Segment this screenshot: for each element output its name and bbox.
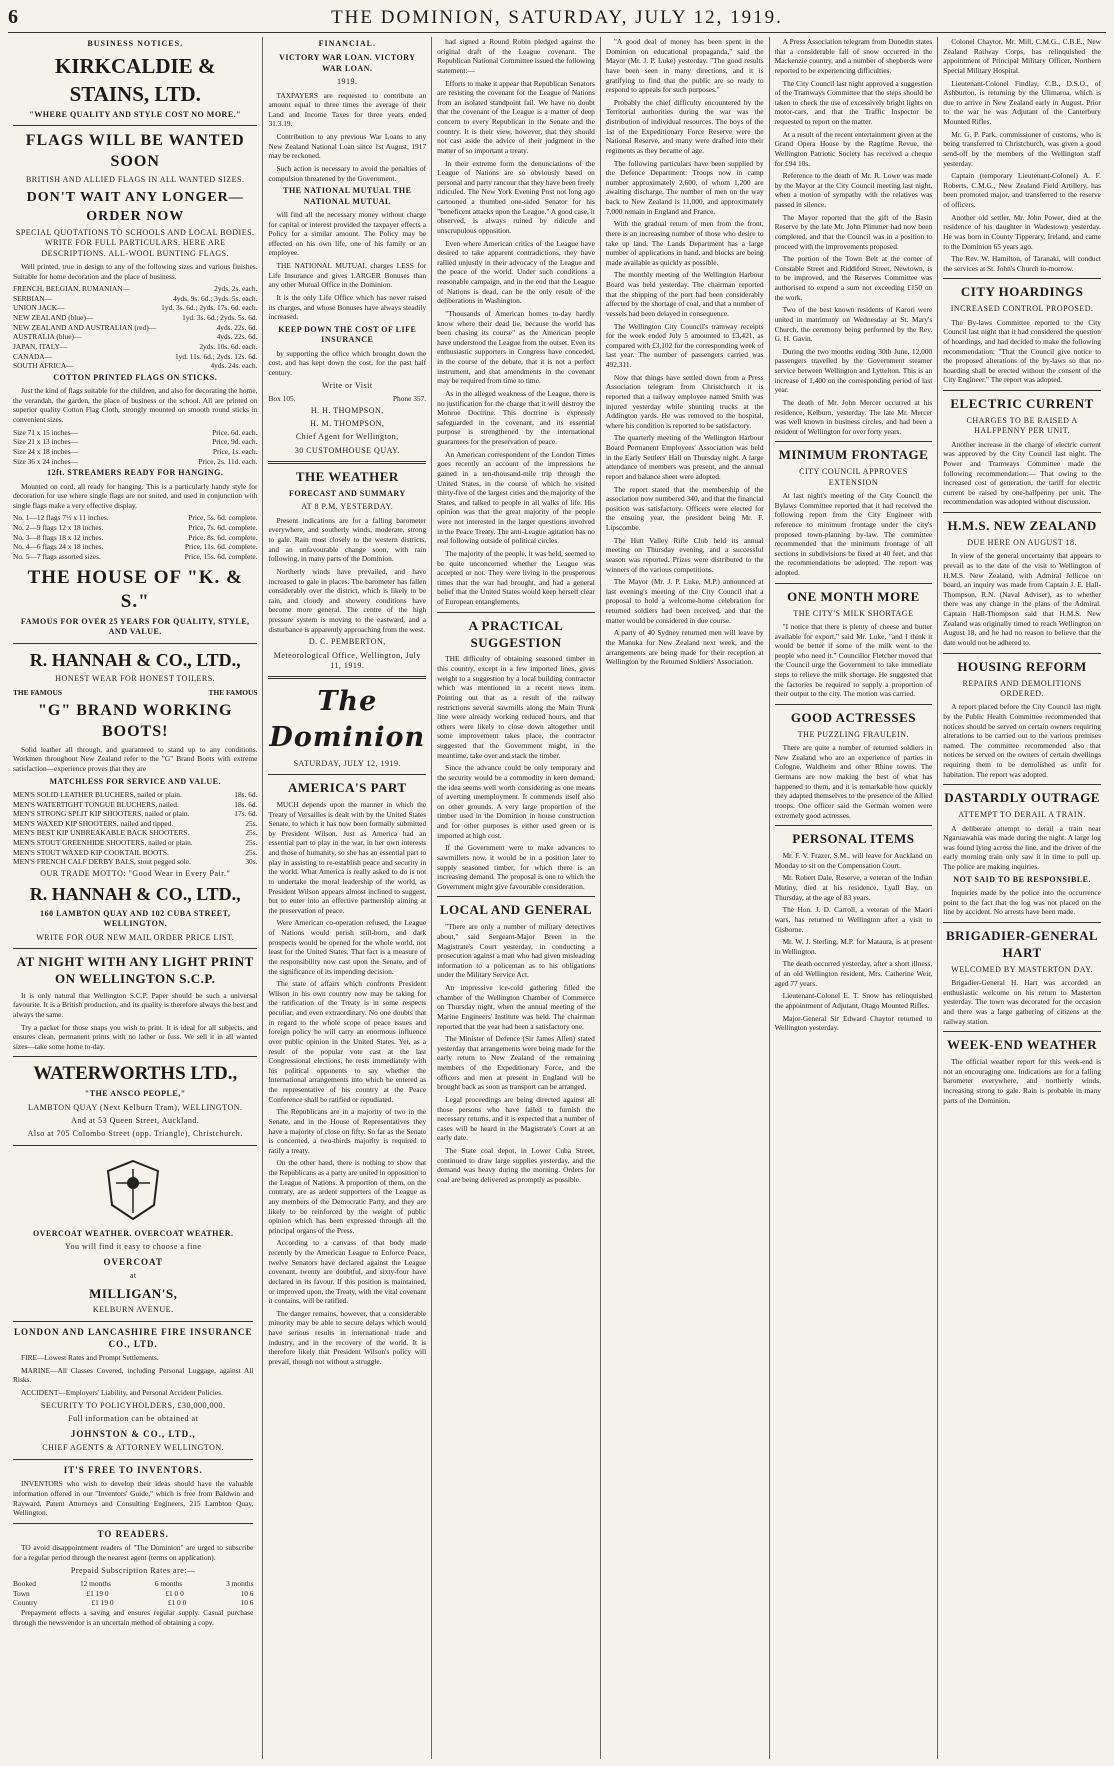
keep-down-cost: KEEP DOWN THE COST OF LIFE INSURANCE <box>278 324 417 345</box>
victory-loan-heading: VICTORY WAR LOAN. VICTORY WAR LOAN. <box>279 53 416 73</box>
streamer-row: No. 1—12 flags 7½ x 11 inches. Price, 5s. 6d. complete. <box>13 513 258 523</box>
customhouse-address: 30 CUSTOMHOUSE QUAY. <box>294 445 400 455</box>
flags-subheading: BRITISH AND ALLIED FLAGS IN ALL WANTED SIZES. <box>25 174 245 184</box>
ks-tagline: FAMOUS FOR OVER 25 YEARS FOR QUALITY, STYLE, AND VALUE. <box>20 616 250 637</box>
america-paragraph: On the other hand, there is nothing to show that the Republicans as a party are united in opposition to the League of Nations. A proportion of them, on the contrary, are as ardent supporters of the League as any members of the Democratic Party, and they are likely to be reinforced by the weight of public opinion which has been expressed through all the principal organs of the Press. <box>268 1158 427 1235</box>
hannah-tagline: HONEST WEAR FOR HONEST TOILERS. <box>55 674 216 684</box>
good-actresses-text: There are quite a number of returned soldiers in New Zealand who are an experience of parties in Cologne, Waldheim and other Rhine towns. The Germans are now making the best of what has happened to them, and it is remarkable how quickly they adapted themselves to the presence of the Allied troops. One officer said the German women were extremely good actresses. <box>774 743 933 820</box>
cotton-flags-heading: COTTON PRINTED FLAGS ON STICKS. <box>53 372 218 382</box>
milligans-address: KELBURN AVENUE. <box>92 1305 174 1315</box>
boot-row: MEN'S SOLID LEATHER BLUCHERS, nailed or plain. 18s. 6d. <box>13 789 258 799</box>
news-paragraph: The Hutt Valley Rifle Club held its annual meeting on Thursday evening, and a successful season was reported. Prizes were distributed to the winners of the various competitions. <box>605 535 764 574</box>
news-paragraph: The death of Mr. John Mercer occurred at his residence, Kelburn, yesterday. The late Mr. Mercer was well known in business circles, and had been a resident of Wellington for over forty years. <box>774 397 933 436</box>
news-paragraph: The report stated that the membership of the association now numbered 340, and that the financial position was satisfactory. Officers were elected for the ensuing year, the president being Mr. F. Lipscombe. <box>605 484 764 532</box>
chief-agent: Chief Agent for Wellington, <box>295 432 399 442</box>
america-heading: AMERICA'S PART <box>287 780 407 795</box>
cotton-flags-text: Just the kind of flags suitable for the children, and also for decorating the home, the verandah, the garden, the place of business or the school. All are printed on superior quality Cotton Flag Cloth, strongly mounted on smooth round sticks in convenient sizes. <box>13 386 258 425</box>
newspaper-title-line: THE DOMINION, SATURDAY, JULY 12, 1919. <box>331 7 783 28</box>
lancashire-info: Full information can be obtained at <box>68 1414 199 1424</box>
column-local-news <box>600 37 769 1759</box>
america-paragraph: The state of affairs which confronts President Wilson in his own country now may be taking for the ratification of the Treaty is in some respects peculiar, and even extraordinary. No one doubts that in regard to the whole scope of peace issues and foreign policy he will carry an enormous influence over public opinion in the United States. Yet, as a result of the popular vote cast at the last Congressional elections, he rests immediately with his political opponents to say whether the International arrangements into which he entered as the representative of his country at the Peace Conference shall be ratified or repudiated. <box>268 979 427 1104</box>
local-paragraph: "There are only a number of military detectives about," said Sergeant-Major Breen in the Magistrate's Court yesterday, in conducting a prosecution against a man who had given misleading information to a policeman as to his obligations under the Military Service Act. <box>437 922 595 980</box>
night-print-text-2: Try a packet for those snaps you wish to print. It is ideal for all subjects, and ensures clean, permanent prints with no lather or fuss. We sell it in all wanted sizes—take some home to-day. <box>13 1022 258 1051</box>
flags-dont-wait: DON'T WAIT ANY LONGER—ORDER NOW <box>26 190 244 224</box>
boot-row: MEN'S BEST KIP UNBREAKABLE BACK SHOOTERS. 25s. <box>13 828 258 838</box>
news-paragraph: The Mayor reported that the gift of the Basin Reserve by the late Mr. John Plimmer had now been completed, and that the Council was in a position to proceed with the improvements proposed. <box>774 212 933 251</box>
brigadier-hart-heading: BRIGADIER-GENERAL HART <box>945 927 1099 960</box>
agent-name-2: H. M. THOMPSON, <box>310 418 385 428</box>
page-number: 6 <box>8 6 18 28</box>
flags-intro: Well printed, true in design to any of the following sizes and various finishes. Suitable for home decoration and the place of business. <box>13 261 258 281</box>
news-paragraph: Now that things have settled down from a Press Association telegram from Christchurch it is reported that a railway employee named Smith was injured yesterday while shunting trucks at the Addington yards. He was removed to the hospital, where his condition is reported to be satisfactory. <box>605 372 764 430</box>
news-paragraph: The Rev. W. Hamilton, of Taranaki, will conduct the services at St. John's Church to-morrow. <box>943 254 1101 273</box>
lancashire-marine: MARINE—All Classes Covered, including Personal Luggage, against All Risks. <box>13 1365 254 1385</box>
editorial-paragraph: The majority of the people, it was held, seemed to be quite unconcerned whether the League was accepted or not. They were living in the prosperous times that the war had brought, and had a general belief that the United States would keep herself clear of European entanglements. <box>437 548 595 606</box>
boot-row: MEN'S STOUT GREENHIDE SHOOTERS, nailed or plain. 25s. <box>13 838 258 848</box>
streamer-row: No. 3—8 flags 18 x 12 inches. Price, 8s. 6d. complete. <box>13 532 258 542</box>
waterworths-address-2: And at 53 Queen Street, Auckland. <box>71 1115 200 1125</box>
news-paragraph: The following particulars have been supplied by the Defence Department: Troops now in camp number approximately 2,600, of whom 1,200 are awaiting discharge. The number of men on the way back to New Zealand is 11,000, and approximately 7,000 remain in England and France. <box>605 158 764 216</box>
personal-item: The Hon. J. D. Carroll, a veteran of the Maori wars, has returned to Wellington after a visit to Gisborne. <box>774 905 933 934</box>
city-hoardings-text: The By-laws Committee reported to the City Council last night that it had considered the question of hoardings, and had decided to make the following recommendation: "That the Council give notice to the proposed alterations of the by-laws so that no hoarding shall be erected without the consent of the City Engineer." The report was adopted. <box>943 317 1101 385</box>
readers-rates: Prepaid Subscription Rates are:— <box>70 1565 196 1575</box>
inventors-heading: IT'S FREE TO INVENTORS. <box>63 1464 203 1475</box>
overcoat-heading: OVERCOAT WEATHER. OVERCOAT WEATHER. <box>32 1228 234 1238</box>
flags-heading: FLAGS WILL BE WANTED SOON <box>25 132 245 171</box>
rates-table <box>13 1579 253 1608</box>
flag-row: AUSTRALIA (blue)— 4yds. 22s. 6d. <box>13 332 258 342</box>
national-mutual-heading: THE NATIONAL MUTUAL THE NATIONAL MUTUAL <box>283 186 412 206</box>
stick-row: Size 36 x 24 inches— Price, 2s. 11d. each. <box>13 456 258 466</box>
stick-row: Size 71 x 15 inches— Price, 6d. each. <box>13 427 258 437</box>
local-general-heading: LOCAL AND GENERAL <box>439 902 593 918</box>
coat-illustration <box>98 1157 168 1223</box>
flag-row: FRENCH, BELGIAN, RUMANIAN— 2yds. 2s. each. <box>13 284 258 294</box>
brigadier-hart-text: Brigadier-General H. Hart was accorded an enthusiastic welcome on his return to Masterton yesterday. The town was decorated for the occasion and there was a large gathering of citizens at the railway station. <box>943 978 1101 1026</box>
news-paragraph: The quarterly meeting of the Wellington Harbour Board Permanent Employees' Association was held in the Early Settlers' Hall on Thursday night. A large attendance of members was present, and the annual report and balance sheet were adopted. <box>605 433 764 481</box>
national-mutual-text-2: THE NATIONAL MUTUAL charges LESS for Life Insurance and gives LARGER Bonuses than any other Mutual Office in the Dominion. <box>268 261 427 290</box>
victory-loan-text-3: Such action is necessary to avoid the penalties of compulsion threatened by the Government. <box>268 163 427 183</box>
suggestion-paragraph: THE difficulty of obtaining seasoned timber in this country, except in a few imported lines, gives weight to a suggestion by a local building contractor which was mentioned in a recent news item. Pointing out that as a result of the railway restrictions several sawmills along the Main Trunk line were already working reduced hours, and that others were likely to close down altogether until some improvement takes place, the contractor suggested that the Government might, in the meantime, take over and stack the timber. <box>437 654 595 760</box>
city-hoardings-heading: CITY HOARDINGS <box>960 284 1084 300</box>
waterworths-address: LAMBTON QUAY (Next Kelburn Tram), WELLINGTON. <box>27 1102 243 1112</box>
news-paragraph: Colonel Chaytor, Mr. Mill, C.M.G., C.B.E., New Zealand Railway Corps, has relinquished the appointment of Principal Military Officer, Northern Special Military Hospital. <box>943 37 1101 75</box>
news-paragraph: Another old settler, Mr. John Power, died at the residence of his daughter in Wadestown yesterday. He was born in County Tipperary, Ireland, and came to the Dominion 65 years ago. <box>943 212 1101 251</box>
boot-row: MEN'S STRONG SPLIT KIP SHOOTERS, nailed or plain. 17s. 6d. <box>13 809 258 819</box>
lancashire-accident: ACCIDENT—Employers' Liability, and Personal Accident Policies. <box>21 1388 223 1398</box>
hannah-price-list: WRITE FOR OUR NEW MAIL ORDER PRICE LIST. <box>36 932 235 942</box>
america-paragraph: Were American co-operation refused, the League of Nations would perish still-born, and dark prospects would be opened for the whole world, not least for the United States. That fact is a measure of the responsibility now cast upon the Senate, and of the significance of its impending decision. <box>268 918 427 976</box>
local-paragraph: Legal proceedings are being directed against all those persons who have failed to furnish the necessary returns, and it is expected that a number of cases will be heard in the Magistrate's Court at an early date. <box>437 1094 595 1143</box>
boot-row: MEN'S STOUT WAXED KIP COOKTAIL BOOTS. 25s. <box>13 847 258 857</box>
personal-item: Major-General Sir Edward Chaytor returned to Wellington yesterday. <box>774 1013 933 1033</box>
flag-row: JAPAN, ITALY— 2yds. 10s. 6d. each. <box>13 341 258 351</box>
local-paragraph: The Minister of Defence (Sir James Allen) stated yesterday that arrangements were being made for the early return to New Zealand of the remaining members of the Expeditionary Force, and the officers and men at present in England will be brought back as soon as transport can be arranged. <box>437 1034 595 1092</box>
news-paragraph: The Mayor (Mr. J. P. Luke, M.P.) announced at last evening's meeting of the City Council that a proposal to hold a welcome-home celebration for returned soldiers had been received, and that the matter would be considered in due course. <box>605 577 764 625</box>
agent-name-1: H. H. THOMPSON, <box>310 405 384 415</box>
dastardly-outrage-subheading: ATTEMPT TO DERAIL A TRAIN. <box>958 810 1086 820</box>
news-paragraph: The City Council last night approved a suggestion of the Tramways Committee that the steps should be taken to check the use of excessively bright lights on motor-cars, and that the Traffic Inspector be requested to report on the matter. <box>774 78 933 126</box>
readers-note: Prepayment effects a saving and ensures regular supply. Casual purchase through the newsvendor is an uncertain method of obtaining a copy. <box>13 1607 254 1627</box>
boot-price-list <box>13 790 257 867</box>
write-or-visit: Write or Visit <box>322 380 373 390</box>
hms-new-zealand-heading: H.M.S. NEW ZEALAND <box>947 518 1097 534</box>
city-hoardings-subheading: INCREASED CONTROL PROPOSED. <box>950 304 1094 314</box>
editorial-paragraph: Efforts to make it appear that Republican Senators are resisting the covenant for the League of Nations from an isolated standpoint fail. We have no doubt that the covenant of the League is a matter of deep concern to every Republican in the Senate and the country. It is their view, however, that they should not cast aside the advice of their judgment in the matter of so important a treaty. <box>437 78 595 155</box>
housing-reform-subheading: REPAIRS AND DEMOLITIONS ORDERED. <box>962 678 1082 698</box>
housing-reform-text: A report placed before the City Council last night by the Public Health Committee recommended that notices should be served on certain owners requiring alterations to be carried out to the various premises named. The committee recommended also that notices be served on the owners of certain dwellings requiring them to be demolished as unfit for habitation. The report was adopted. <box>943 702 1101 779</box>
column-editorial-continued <box>431 37 600 1759</box>
one-month-subheading: THE CITY'S MILK SHORTAGE <box>793 608 914 618</box>
news-paragraph: Reference to the death of Mr. R. Lowe was made by the Mayor at the City Council meeting last night, when a motion of sympathy with the relatives was passed in silence. <box>774 171 933 209</box>
suggestion-heading: A PRACTICAL SUGGESTION <box>468 617 564 650</box>
columns <box>8 37 1106 1759</box>
page-header <box>8 6 1106 33</box>
news-paragraph: The portion of the Town Belt at the corner of Constable Street and Riddiford Street, Newtown, is to be improved, and the Reserves Committee was authorised to expend a sum not exceeding £150 on the work. <box>774 254 933 302</box>
victory-loan-text: TAXPAYERS are requested to contribute an amount equal to three times the average of their Land and Income Taxes for three years ended 31.3.19. <box>268 90 427 129</box>
ks-heading: THE HOUSE OF "K. & S." <box>27 566 243 613</box>
hannah-boots-heading: "G" BRAND WORKING BOOTS! <box>37 702 233 740</box>
america-paragraph: The Republicans are in a majority of two in the Senate, and in the House of Representatives they have a majority of close on fifty. So far as the Senate is concerned, a two-thirds majority is required to ratify a treaty. <box>268 1107 427 1155</box>
flag-row: SERBIAN— 4yds. 9s. 6d.; 3yds. 5s. each. <box>13 293 258 303</box>
section-heading: BUSINESS NOTICES. <box>87 39 184 48</box>
flag-row: NEW ZEALAND (blue)— 1yd. 3s. 6d.; 2yds. 5s. 6d. <box>13 313 258 323</box>
editorial-paragraph: An American correspondent of the London Times goes recently an account of the impressions he gained in a ten-thousand-mile trip through the United States, in the course of which he visited thirty-five of the largest cities and the majority of the States, and talked to people in all walks of life. His opinion was that the great majority of the people were not interested in the larger questions involved in the Peace Treaty. The anti-League agitation has no real following outside of political circles. <box>437 449 595 546</box>
personal-items-heading: PERSONAL ITEMS <box>792 831 915 847</box>
flag-row: SOUTH AFRICA— 4yds. 24s. each. <box>13 361 258 371</box>
dastardly-outrage-heading: DASTARDLY OUTRAGE <box>944 790 1100 806</box>
overcoat-label: OVERCOAT <box>103 1256 163 1267</box>
editorial-date: SATURDAY, JULY 12, 1919. <box>293 758 401 768</box>
overcoat-at: at <box>129 1271 137 1281</box>
streamer-price-list <box>13 513 257 561</box>
lancashire-agent-2: CHIEF AGENTS & ATTORNEY WELLINGTON. <box>42 1443 225 1453</box>
forecast-signature: D. C. PEMBERTON, <box>308 637 386 647</box>
america-paragraph: MUCH depends upon the manner in which the Treaty of Versailles is dealt with by the United States Senate, to which it has now been formally submitted by President Wilson. Just as America had an essential part to play in the war, in her own interests and those of humanity, so she has an essential part to play in assisting to re-establish peace and security in the world. What America is really asked to do is not to undertake the moral leadership of the world, as President Wilson appears almost inclined to suggest, but to enter into an effective partnership aiming at the preservation of peace. <box>268 799 427 915</box>
boot-row: MEN'S FRENCH CALF DERBY BALS, stout pegged sole. 30s. <box>13 857 258 867</box>
waterworths-tagline: "THE ANSCO PEOPLE," <box>84 1089 186 1099</box>
editorial-paragraph: In their extreme form the denunciations of the League of Nations are so obviously based on personal and party rancour that they have been freely ridiculed. The New York Evening Post not long ago cartooned a thumbed one-sided Senator for his "beneficent attacks upon the League." A good case, it observed, is always ruined by ridicule and unscrupulous opposition. <box>437 158 595 235</box>
hannah-motto: OUR TRADE MOTTO: "Good Wear in Every Pair." <box>40 868 231 878</box>
weather-heading: THE WEATHER <box>295 469 399 485</box>
minimum-frontage-subheading: CITY COUNCIL APPROVES EXTENSION <box>799 467 908 487</box>
minimum-frontage-text: At last night's meeting of the City Council the Bylaws Committee reported that it had received the following report from the City Engineer with reference to minimum frontage under the city's proposed town-planning by-law. The committee recommended that the minimum frontage of all sections in subdivisions be fixed at 40 feet, and that the recommendations be adopted. The report was adopted. <box>774 491 933 578</box>
one-month-heading: ONE MONTH MORE <box>787 588 920 604</box>
rates-row: Booked 12 months 6 months 3 months <box>13 1579 254 1589</box>
national-mutual-text-3: It is the only Life Office which has never raised its charges, and whose Bonuses have always steadily increased. <box>268 292 427 322</box>
dastardly-outrage-text: A deliberate attempt to derail a train near Ngaruawahia was made during the night. A large log was found lying across the line, and the driver of the early morning train only saw it in time to pull up. The police are making inquiries. <box>943 823 1101 872</box>
personal-item: Mr. F. V. Frazer, S.M., will leave for Auckland on Monday to sit on the Compensation Court. <box>774 851 933 870</box>
streamers-heading: 12ft. STREAMERS READY FOR HANGING. <box>47 468 224 478</box>
editorial-paragraph: "Thousands of American homes to-day hardly know where their dead lie, because the world has been chasing its course" as the American people have understood the League from the outset. Even its enthusiastic supporters in Congress have conceded, in the course of the debate, that it is not a perfect instrument, and that amendments in the covenant may be required from time to time. <box>437 308 595 386</box>
news-paragraph: The Wellington City Council's tramway receipts for the week ended July 5 amounted to £3,421, as compared with £3,102 for the corresponding week of last year. The number of passengers carried was 492,311. <box>605 321 764 369</box>
personal-item: Mr. Robert Dale, Reserve, a veteran of the Indian Mutiny, died at his residence, Lyall Bay, on Thursday, at the age of 83 years. <box>774 873 933 902</box>
news-paragraph: During the two months ending 30th June, 12,000 passengers travelled by the Government steamer service between Wellington and Lyttelton. This is an increase of 1,400 on the corresponding period of last year. <box>774 346 933 395</box>
readers-text: TO avoid disappointment readers of "The Dominion" are urged to subscribe for a regular period through the nearest agent (terms on application). <box>13 1543 254 1563</box>
brigadier-hart-subheading: WELCOMED BY MASTERTON DAY. <box>951 964 1094 974</box>
news-paragraph: A Press Association telegram from Dunedin states that a considerable fall of snow occurred in the Mackenzie country, and a number of shepherds were reported to be experiencing difficulties. <box>774 37 933 75</box>
national-mutual-text-4: by supporting the office which brought down the cost, and has kept down the cost, for the past half century. <box>268 348 427 377</box>
hannah-matchless: MATCHLESS FOR SERVICE AND VALUE. <box>49 776 221 786</box>
hms-new-zealand-text: In view of the general uncertainty that appears to prevail as to the date of the visit to Wellington of H.M.S. New Zealand, with Admiral Jellicoe on board, an inquiry was made from Captain J. E. Hall-Thompson, R.N. (Naval Adviser), as to whether there was any change in the plans of the Admiral. Captain Hall-Thompson said that H.M.S. New Zealand was originally timed to reach Wellington on August 18, and he had no reason to believe that the date would not be adhered to. <box>943 551 1101 647</box>
editorial-paragraph: As in the alleged weakness of the League, there is no justification for the charge that it will destroy the Monroe Doctrine. This doctrine is expressly safeguarded in the covenant, and its essential purpose is strengthened by the international guarantees for the preservation of peace. <box>437 388 595 446</box>
milligans-name: MILLIGAN'S, <box>89 1285 178 1301</box>
streamer-row: No. 2—9 flags 12 x 18 inches. Price, 7s. 6d. complete. <box>13 523 258 533</box>
forecast-text-2: Northerly winds have prevailed, and have increased to gale in places. The barometer has fallen considerably over the district, which is likely to be rain, and cloudy and showery conditions have become more general. The centre of the high pressure system is moving to the eastward, and a disturbance is apparently approaching from the west. <box>268 566 427 634</box>
column-council-news <box>769 37 938 1759</box>
flag-row: NEW ZEALAND AND AUSTRALIAN (red)— 4yds. 22s. 6d. <box>13 322 258 332</box>
stick-price-list <box>13 428 257 467</box>
news-paragraph: Captain (temporary Lieutenant-Colonel) A. F. Roberts, C.M.G., New Zealand Field Artillery, has been promoted major, and transferred to the reserve of officers. <box>943 171 1101 209</box>
victory-loan-year: 1919. <box>337 77 358 87</box>
hannah-famous: THE FAMOUS THE FAMOUS <box>13 687 258 697</box>
financial-heading: FINANCIAL. <box>318 39 376 48</box>
column-financial-editorial <box>262 37 431 1759</box>
waterworths-heading: WATERWORTHS LTD., <box>33 1063 238 1085</box>
news-paragraph: A party of 40 Sydney returned men will leave by the Manuka for New Zealand next week, and the arrangements are being made for their reception at Wellington by the Returned Soldiers' Association. <box>605 628 764 667</box>
rates-row: Country £1 19 0 £1 0 0 10 6 <box>13 1598 254 1608</box>
electric-current-subheading: CHARGES TO BE RAISED A HALFPENNY PER UNIT. <box>966 415 1078 436</box>
national-mutual-text: will find all the necessary money without charge for capital or interest provided the taxpayer effects a Policy for a similar amount. The Policy may be effected on his own life, one of his family or an employee. <box>268 209 427 258</box>
overcoat-text: You will find it easy to choose a fine <box>65 1242 202 1252</box>
lancashire-fire: FIRE—Lowest Rates and Prompt Settlements. <box>21 1353 159 1363</box>
editorial-paragraph: had signed a Round Robin pledged against the original draft of the League covenant. The Republican National Committee issued the following statement:— <box>437 37 595 75</box>
met-office: Meteorological Office, Wellington, July 11, 1919. <box>273 650 421 671</box>
personal-item: Mr. W. J. Sterling, M.P. for Mataura, is at present in Wellington. <box>774 937 933 956</box>
boot-row: MEN'S WATERTIGHT TONGUE BLUCHERS, nailed. 18s. 6d. <box>13 799 258 809</box>
local-paragraph: An impressive ice-cold gathering filled the chamber of the Wellington Chamber of Commerce on Thursday night, when the annual meeting of the Marine Engineers' Institute was held. The chairman reported that the year had been a satisfactory one. <box>437 983 595 1031</box>
hannah-address: 160 LAMBTON QUAY AND 102 CUBA STREET, WELLINGTON. <box>40 908 231 929</box>
streamer-row: No. 5—7 flags assorted sizes. Price, 15s. 6d. complete. <box>13 551 258 561</box>
local-paragraph: The State coal depot, in Lower Cuba Street, continued to draw large supplies yesterday, and the demand was heavy during the morning. Orders for coal are being delivered as promptly as possible. <box>437 1146 595 1184</box>
flag-row: UNION JACK— 1yd. 3s. 6d.; 2yds. 17s. 6d. each. <box>13 303 258 313</box>
good-actresses-heading: GOOD ACTRESSES <box>790 709 916 725</box>
flag-row: CANADA— 1yd. 11s. 6d.; 2yds. 12s. 6d. <box>13 351 258 361</box>
flag-price-list <box>13 284 257 371</box>
inventors-text: INVENTORS who wish to develop their ideas should have the valuable information offered in our "Inventors' Guide," which is free from Baldwin and Rayward, Patent Attorneys and Consulting Engineers, 215 Lambton Quay, Wellington. <box>13 1479 254 1518</box>
forecast-text: Present indications are for a falling barometer everywhere, and southerly winds, moderate, strong to gale. Rain most closely to the western districts, and an unfavourable change soon, with rain following, in many parts of the Dominion. <box>268 515 427 564</box>
stick-row: Size 24 x 18 inches— Price, 1s. each. <box>13 446 258 456</box>
column-city-news <box>937 37 1106 1759</box>
america-paragraph: According to a canvass of that body made recently by the American League to Enforce Peace, twelve Senators have declared against the League covenant, twenty are doubtful, and sixty-four have declared in its favour. If this position is maintained, or improved upon, the Treaty, with the vital covenant it contains, will be ratified. <box>268 1238 427 1306</box>
news-paragraph: Probably the chief difficulty encountered by the Territorial authorities during the war was the distribution of individual resources. The boys of the 1st of the Expeditionary Force Reserve were the National Reserve, and many were drafted into their regiments as they became of age. <box>605 97 764 155</box>
hannah-heading: R. HANNAH & CO., LTD., <box>29 649 241 670</box>
news-paragraph: "A good deal of money has been spent in the Dominion on educational propaganda," said the Mayor (Mr. J. P. Luke) yesterday. "The good results have been seen in many directions, and it is gratifying to find that the public are so ready to respond to appeals for such purposes." <box>605 37 764 95</box>
night-print-heading: AT NIGHT WITH ANY LIGHT PRINT ON WELLINGTON S.C.P. <box>16 953 254 986</box>
hannah-text: Solid leather all through, and guaranteed to stand up to any conditions. Workmen throughout New Zealand refer to the "G" Brand Boots with extreme satisfaction—experience proves that they are <box>13 744 258 773</box>
news-paragraph: Two of the best known residents of Karori were united in matrimony on Wednesday at St. Mary's Church, the ceremony being performed by the Rev. G. H. Gavin. <box>774 305 933 344</box>
streamer-row: No. 4—6 flags 24 x 18 inches. Price, 11s. 6d. complete. <box>13 542 258 552</box>
america-paragraph: The danger remains, however, that a considerable minority may be able to secure delays which would have serious results in international trade and industry, and in the recovery of the world. It is therefore likely that President Wilson's policy will prevail, though not without a struggle. <box>268 1308 427 1366</box>
night-print-text: It is only natural that Wellington S.C.P. Paper should be such a universal favourite. It is a British production, and its quality is therefore always the best and always the same. <box>13 990 258 1019</box>
lancashire-agent: JOHNSTON & CO., LTD., <box>70 1428 196 1439</box>
personal-item: The death occurred yesterday, after a short illness, of an old Wellington resident, Mrs. Catherine Weir, aged 77 years. <box>774 959 933 988</box>
not-responsible-text: Inquiries made by the police into the occurrence point to the fact that the log was not placed on the line by accident. No arrests have been made. <box>943 888 1101 917</box>
kirkcaldie-heading: KIRKCALDIE & STAINS, LTD. <box>55 54 216 106</box>
personal-item: Lieutenant-Colonel E. T. Snow has relinquished the appointment of Adjutant, Otago Mounted Rifles. <box>774 991 933 1010</box>
good-actresses-subheading: THE PUZZLING FRAULEIN. <box>797 729 910 739</box>
waterworths-address-3: Also at 705 Colombo Street (opp. Triangle), Christchurch. <box>27 1129 243 1139</box>
kirkcaldie-tagline: "WHERE QUALITY AND STYLE COST NO MORE." <box>29 109 242 119</box>
news-paragraph: With the gradual return of men from the front, there is an increasing number of those who desire to take up land. The Lands Department has a large number of applications in hand, and blocks are being made available as quickly as possible. <box>605 219 764 267</box>
electric-current-text: Another increase in the charge of electric current was approved by the City Council last night. The Power and Tramways Committee made the following recommendation:— That owing to the increased cost of generation, the tariff for electric current be raised by one-halfpenny per unit. The recommendation was adopted without discussion. <box>943 439 1101 507</box>
weekend-weather-text: The official weather report for this week-end is not an encouraging one. Indications are for a falling barometer everywhere, and northerly winds, increasing strong to gale. Rain is probable in many parts of the Dominion. <box>943 1057 1101 1105</box>
minimum-frontage-heading: MINIMUM FRONTAGE <box>778 447 929 463</box>
readers-heading: TO READERS. <box>97 1528 169 1539</box>
lancashire-heading: LONDON AND LANCASHIRE FIRE INSURANCE CO., LTD. <box>13 1326 253 1349</box>
flags-special: SPECIAL QUOTATIONS TO SCHOOLS AND LOCAL BODIES. WRITE FOR FULL PARTICULARS. HERE ARE DESCRIPTIONS. ALL-WOOL BUNTING FLAGS. <box>15 227 255 258</box>
housing-reform-heading: HOUSING REFORM <box>957 658 1087 674</box>
electric-current-heading: ELECTRIC CURRENT <box>950 396 1094 412</box>
boot-row: MEN'S WAXED KIP SHOOTERS, nailed and tipped. 25s. <box>13 818 258 828</box>
news-paragraph: Mr. G. P. Park, commissioner of customs, who is being transferred to Christchurch, was given a good send-off by the members of the Wellington staff yesterday. <box>943 129 1101 168</box>
news-paragraph: Lieutenant-Colonel Findlay, C.B., D.S.O., of Ashburton, is returning by the Ulimaroa, which is due to arrive in New Zealand early in August. Prior to the war he was Adjutant of the Canterbury Mounted Rifles. <box>943 78 1101 126</box>
hannah-heading-2: R. HANNAH & CO., LTD., <box>29 884 241 905</box>
column-business-notices <box>8 37 262 1759</box>
victory-loan-text-2: Contribution to any previous War Loans to any New Zealand National Loan since 1st August, 1917 may be reckoned. <box>268 132 427 161</box>
streamers-text: Mounted on cord, all ready for hanging. This is a particularly handy style for decoration for use where single flags are not suited, and used in conjunction with single flags make a very effective display. <box>13 481 258 510</box>
dominion-masthead: The Dominion <box>269 686 426 753</box>
suggestion-paragraph: Since the advance could be only temporary and the security would be a commodity in keen demand, the idea seems well worth considering as one means of averting unemployment. It commends itself also on other grounds. A very large proportion of the timber used in the Dominion in house construction and for other purposes is either used green or is imported at high cost. <box>437 763 595 840</box>
forecast-time: AT 8 P.M. YESTERDAY. <box>301 502 394 512</box>
forecast-heading: FORECAST AND SUMMARY <box>288 488 406 498</box>
news-paragraph: The monthly meeting of the Wellington Harbour Board was held yesterday. The chairman reported that the shipping of the port had been considerably affected by the shortage of coal, and that a number of vessels had been delayed in consequence. <box>605 270 764 318</box>
one-month-text: "I notice that there is plenty of cheese and butter available for export," said Mr. Luke, "and I think it would be better if some of the milk went to the people who need it." Councillor Fletcher moved that the Council urge the Government to take immediate steps to relieve the milk shortage. He suggested that the factories be required to supply a proportion of their output to the city. The motion was carried. <box>774 621 933 699</box>
weekend-weather-heading: WEEK-END WEATHER <box>947 1037 1098 1053</box>
editorial-paragraph: Even where American critics of the League have desired to take apparent contradictions, they have rallied unjustly in their advocacy of the League and the peace of the world. Under such conditions a reasonable campaign, and in the end that the League of Nations is dead, can be the only result of the deliberations in Washington. <box>437 238 595 306</box>
lancashire-security: SECURITY TO POLICYHOLDERS, £30,000,000. <box>40 1400 226 1410</box>
not-responsible-heading: NOT SAID TO BE RESPONSIBLE. <box>953 874 1091 884</box>
hms-new-zealand-subheading: DUE HERE ON AUGUST 18. <box>967 537 1077 547</box>
box-phone: Box 105. Phone 357. <box>268 393 427 403</box>
rates-row: Town £1 19 0 £1 0 0 10 6 <box>13 1588 254 1598</box>
stick-row: Size 21 x 13 inches— Price, 9d. each. <box>13 437 258 447</box>
suggestion-paragraph: If the Government were to make advances to sawmillers now, it would be in a position later to supply seasoned timber, for which there is an increasing demand. The proposal is one to which the Government might give favourable consideration. <box>437 843 595 891</box>
news-paragraph: At a result of the recent entertainment given at the Grand Opera House by the Ragtime Revue, the Wellington Patriotic Society has received a cheque for £94 10s. <box>774 129 933 168</box>
